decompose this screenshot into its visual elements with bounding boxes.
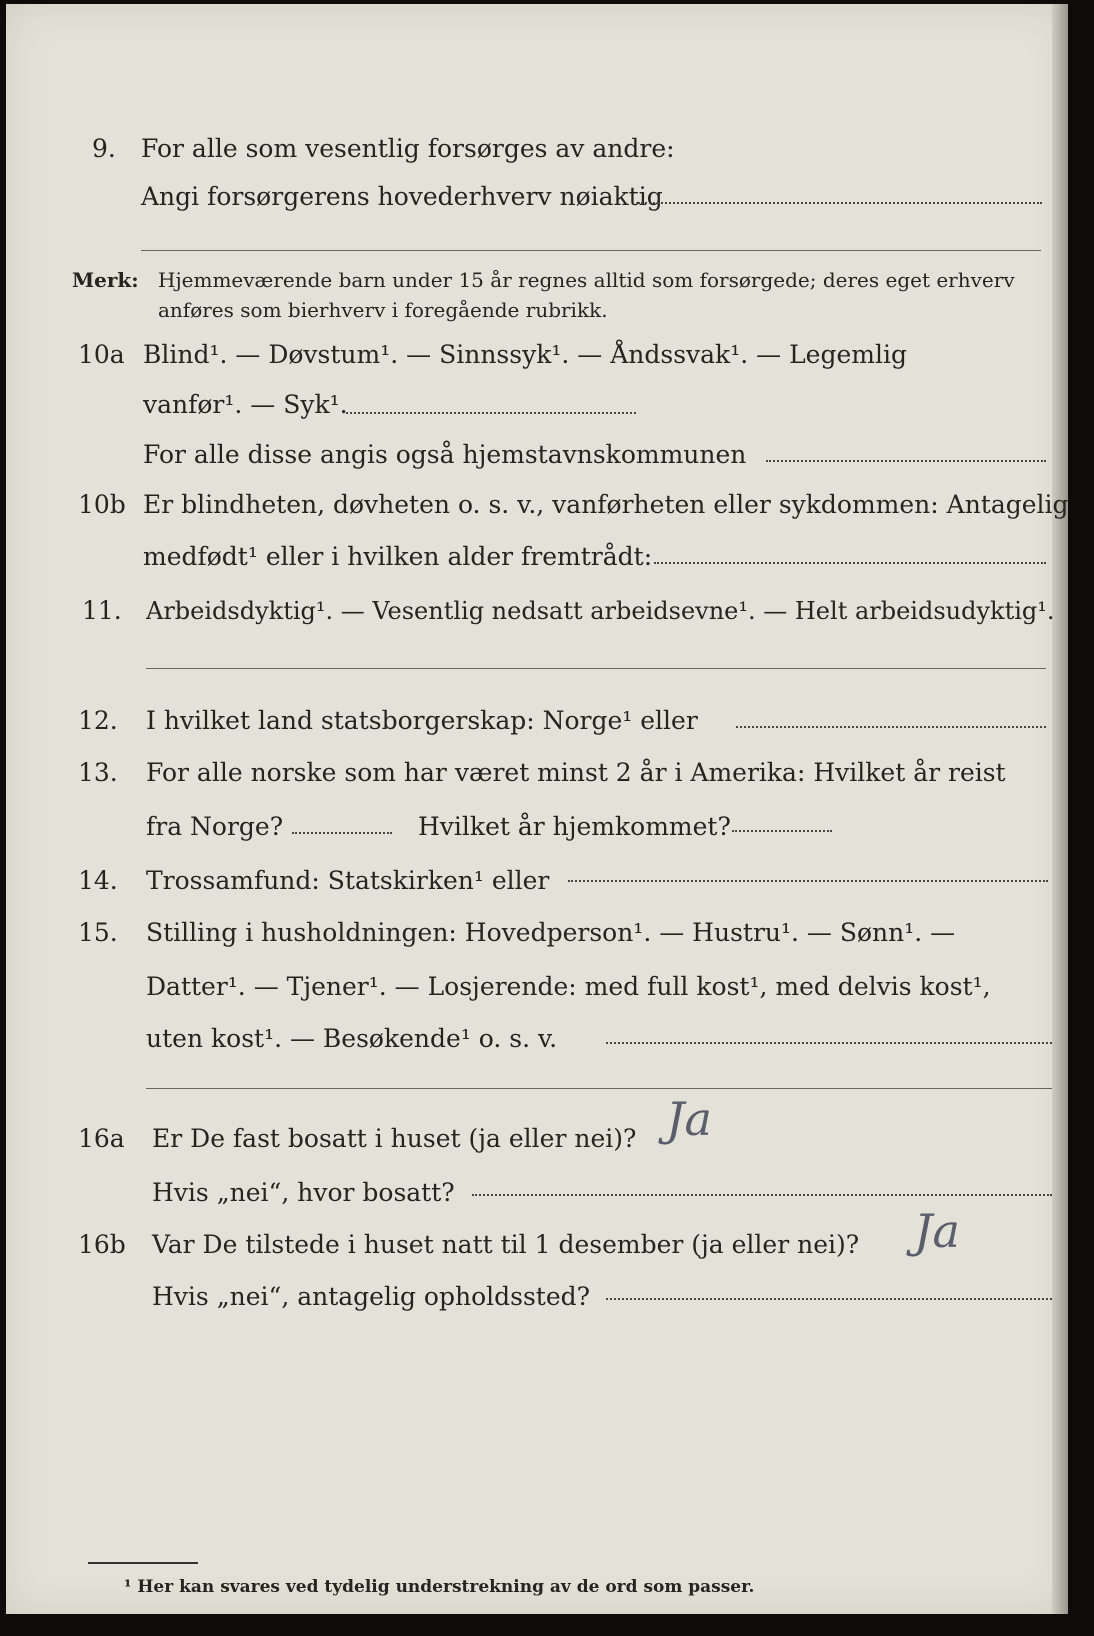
answer-line-10a-1[interactable] (346, 410, 636, 414)
answer-line-13a[interactable] (292, 830, 392, 834)
answer-line-12[interactable] (736, 724, 1046, 728)
answer-line-11[interactable] (146, 668, 1046, 669)
answer-line-13b[interactable] (732, 828, 832, 832)
answer-line-10b[interactable] (654, 560, 1046, 564)
answer-line-9a[interactable] (638, 200, 1042, 204)
form-page: 9. For alle som vesentlig forsørges av andre: Angi forsørgerens hovederhverv nøiaktig Merk: Hjemmeværende barn under 15 år regnes alltid som forsørgede; deres eget erhverv anføres som bierhverv i foregående rubrikk. 10a Blind¹. — Døvstum¹. — Sinnssyk¹. — Åndssvak¹. — Legemlig vanfør¹. — Syk¹. For alle disse angis også hjemstavnskommunen 10b Er blindheten, døvheten o. s. v., vanførheten eller sykdommen: Antagelig medfødt¹ eller i hvilken alder fremtrådt: 11. Arbeidsdyktig¹. — Vesentlig nedsatt arbeidsevne¹. — Helt arbeidsudyktig¹. 12. I hvilket land statsborgerskap: Norge¹ eller 13. For alle norske som har været minst 2 år i Amerika: Hvilket år reist fra Norge? Hvilket år hjemkommet? 14. Trossamfund: Statskirken¹ eller 15. Stilling i husholdningen: Hovedperson¹. — Hustru¹. — Sønn¹. — Datter¹. — Tjener¹. — Losjerende: med full kost¹, med delvis kost¹, uten kost¹. — Besøkende¹ o. s. v. 16a Er De fast bosatt i huset (ja eller nei)? Ja Hvis „nei“, hvor bosatt? 16b Var De tilstede i huset natt til 1 desember (ja eller nei)? Ja Hvis „nei“, antagelig opholdssted? ¹ Her kan svares ved tydelig understrekning av de ord som passer. (6, 4, 1068, 1614)
answer-line-9b[interactable] (141, 250, 1041, 251)
answer-line-16a[interactable] (472, 1192, 1052, 1196)
answer-line-10a-2[interactable] (766, 458, 1046, 462)
handwritten-answer-16b: Ja (914, 1204, 960, 1258)
answer-line-14[interactable] (568, 878, 1048, 882)
answer-line-15a[interactable] (606, 1040, 1052, 1044)
answer-line-15b[interactable] (146, 1088, 1052, 1089)
footnote-rule (88, 1562, 198, 1564)
handwritten-answer-16a: Ja (666, 1092, 712, 1146)
answer-line-16b[interactable] (606, 1296, 1052, 1300)
page-edge (1052, 4, 1068, 1614)
